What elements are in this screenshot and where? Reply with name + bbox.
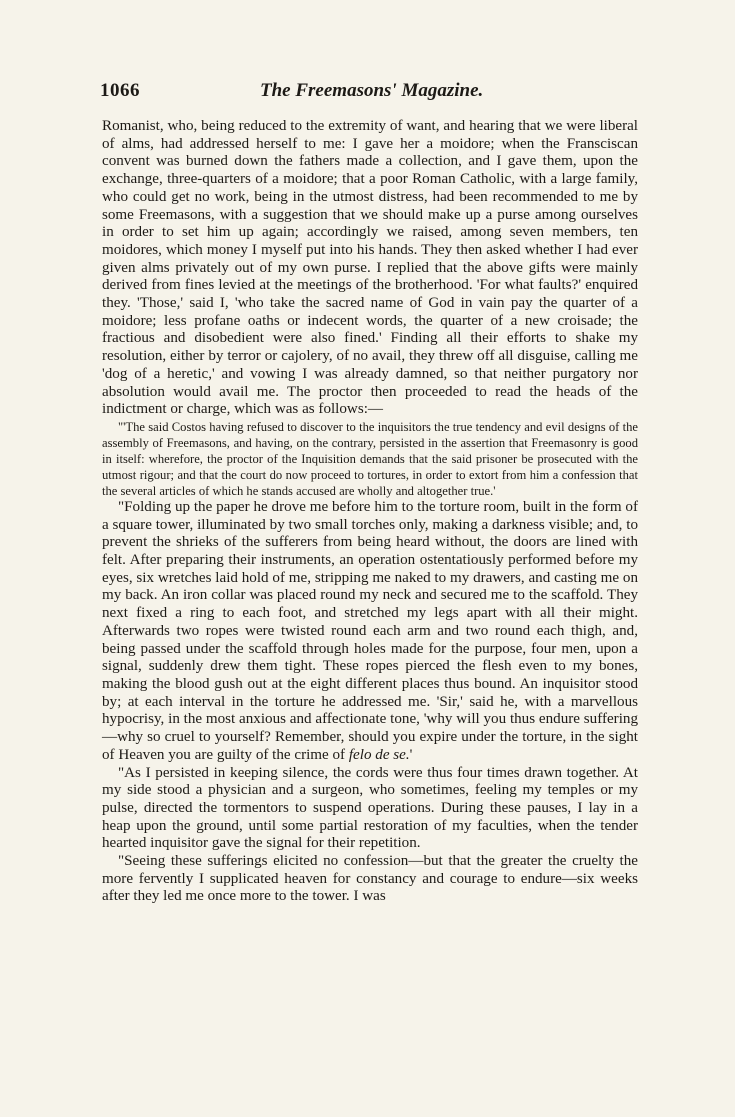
closing-quote-mark: ' [409,746,413,763]
article-body [102,118,638,906]
paragraph-continued: Romanist, who, being reduced to the extremity of want, and hearing that we were liberal of alms, had addressed herself to me: I gave her a moidore; when the Fransciscan convent was burned down the fathers made a collection, and I gave them, upon the exchange, three-quarters of a moidore; that a poor Roman Catholic, with a large family, who could get no work, being in the utmost distress, had been recommended to me by some Freemasons, with a suggestion that we should make up a purse among ourselves in order to set him up again; accordingly we raised, among seven members, ten moidores, which money I myself put into his hands. They then asked whether I had ever given alms privately out of my own purse. I replied that the above gifts were mainly derived from fines levied at the meetings of the brotherhood. 'For what faults?' enquired they. 'Those,' said I, 'who take the sacred name of God in vain pay the quarter of a moidore; less profane oaths or indecent words, the quarter of a new croisade; the fractious and disobedient were also fined.' Finding all their efforts to shake my resolution, either by terror or cajolery, of no avail, they threw off all disguise, calling me 'dog of a heretic,' and vowing I was already damned, so that neither purgatory nor absolution would avail me. The proctor then proceeded to read the heads of the indictment or charge, which was as follows:— [102,118,638,418]
indictment-quote: "'The said Costos having refused to discover to the inquisitors the true tendency and evil designs of the assembly of Freemasons, and having, on the contrary, persisted in the assertion that Freemasonry is good in itself: wherefore, the proctor of the Inquisition demands that the said prisoner be prosecuted with the utmost rigour; and that the court do now proceed to tortures, in order to extort from him a confession that the several articles of which he stands accused are wholly and altogether true.' [102,419,638,498]
paragraph-sufferings: "Seeing these sufferings elicited no confession—but that the greater the cruelty the more fervently I supplicated heaven for constancy and courage to endure—six weeks after they led me once more to the tower. I was [102,853,638,905]
paragraph-silence: "As I persisted in keeping silence, the cords were thus four times drawn together. At my side stood a physician and a surgeon, who sometimes, feeling my temples or my pulse, directed the tormentors to suspend operations. During these pauses, I lay in a heap upon the ground, until some partial restoration of my faculties, when the tender hearted inquisitor gave the signal for their repetition. [102,764,638,852]
paragraph-torture-room-text: "Folding up the paper he drove me before him to the torture room, built in the form of a square tower, illuminated by two small torches only, making a darkness visible; and, to prevent the shrieks of the sufferers from being heard without, the doors are lined with felt. After preparing their instruments, an operation ostentatiously performed before my eyes, six wretches laid hold of me, stripping me naked to my drawers, and casting me on my back. An iron collar was placed round my neck and secured me to the scaffold. They next fixed a ring to each foot, and stretched my legs apart with all their might. Afterwards two ropes were twisted round each arm and two round each thigh, and, being passed under the scaffold through holes made for the purpose, four men, upon a signal, suddenly drew them tight. These ropes pierced the flesh even to my bones, making the blood gush out at the eight different places thus bound. An inquisitor stood by; at each interval in the torture he addressed me. 'Sir,' said he, with a marvellous hypocrisy, in the most anxious and affectionate tone, 'why will you thus endure suffering—why so cruel to yourself? Remember, should you expire under the torture, in the sight of Heaven you are guilty of the crime of [102,498,638,763]
running-title: The Freemasons' Magazine. [260,80,484,101]
page-header [100,80,640,110]
page-number: 1066 [100,80,140,101]
latin-phrase: felo de se. [348,746,410,763]
paragraph-torture-room [102,499,638,765]
